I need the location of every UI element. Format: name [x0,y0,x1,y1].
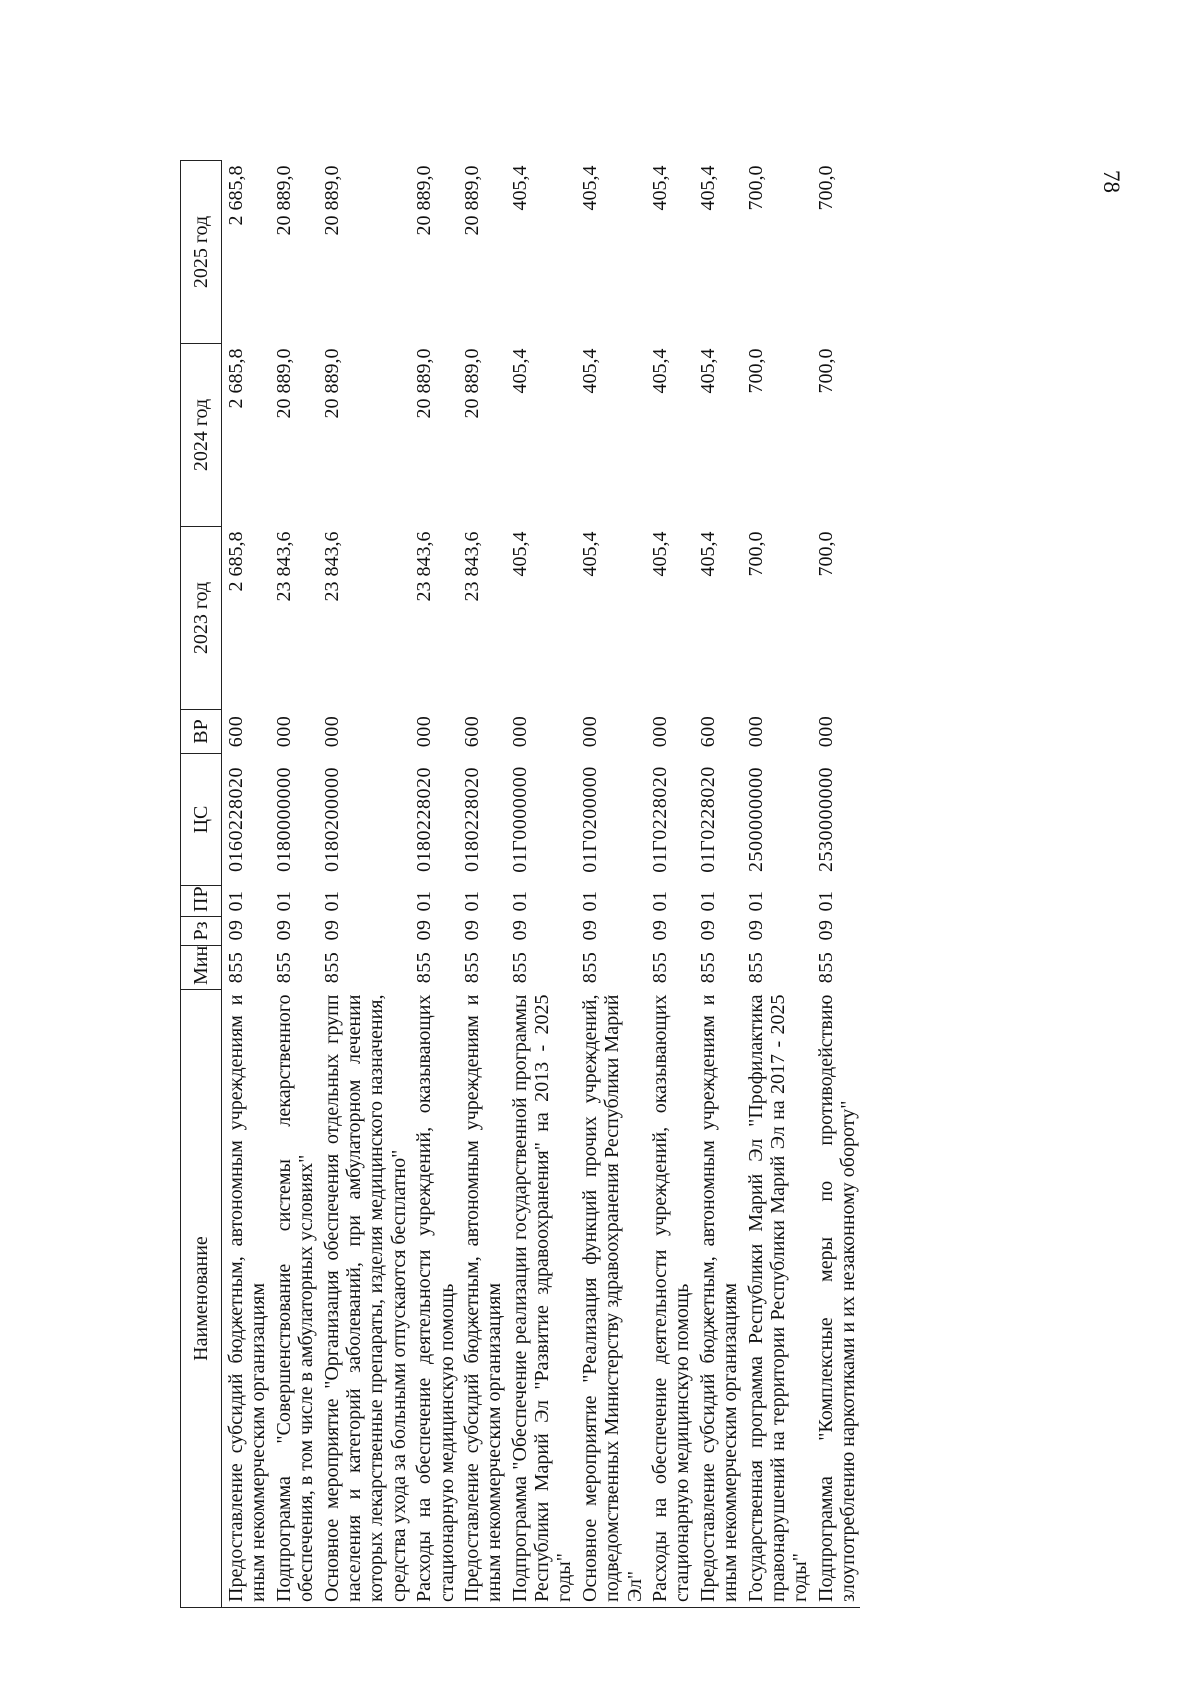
row-cs: 0180228020 [460,767,483,872]
row-rz: 09 [225,919,247,941]
row-2025: 2 685,8 [225,165,247,226]
row-2025: 20 889,0 [320,165,343,236]
row-cs: 01Г0228020 [649,766,672,873]
row-2023: 405,4 [696,531,719,577]
row-2024: 20 889,0 [272,348,295,419]
row-cs: 01Г0200000 [578,766,601,873]
row-2025: 405,4 [649,165,672,211]
row-rz: 09 [320,919,343,941]
row-2025: 700,0 [814,165,837,211]
row-min: 855 [578,951,601,984]
row-min: 855 [413,951,436,984]
table-row [576,161,646,1608]
row-cs: 0180000000 [272,767,295,872]
row-min: 855 [814,951,837,984]
table-row [270,161,318,1608]
row-name: Основное мероприятие "Реализация функций прочих учреждений, подведомственных Министерству здравоохранения Республики Марий Эл" [576,990,646,1608]
row-vr: 000 [508,715,531,748]
budget-table [180,160,860,1608]
row-cs: 0160228020 [225,767,247,872]
row-2023: 23 843,6 [272,531,295,602]
header-name: Наименование [181,990,222,1608]
row-cs: 2500000000 [744,767,767,872]
row-vr: 600 [225,715,247,748]
row-2025: 20 889,0 [460,165,483,236]
row-rz: 09 [272,919,295,941]
table-row [506,161,576,1608]
row-vr: 600 [696,715,719,748]
row-vr: 000 [413,715,436,748]
row-2025: 405,4 [508,165,531,211]
row-2024: 2 685,8 [225,348,247,409]
row-rz: 09 [744,919,767,941]
row-rz: 09 [460,919,483,941]
header-pr: ПР [181,886,222,917]
table-row [812,161,860,1608]
row-cs: 01Г0228020 [696,766,719,873]
row-2024: 405,4 [508,348,531,394]
row-pr: 01 [413,890,436,912]
row-cs: 0180200000 [320,767,343,872]
row-name: Государственная программа Республики Марий Эл "Профилактика правонарушений на территории Республики Марий Эл на 2017 - 2025 годы" [742,990,812,1608]
row-2025: 405,4 [696,165,719,211]
budget-sheet [180,160,980,1608]
row-pr: 01 [272,890,295,912]
row-pr: 01 [744,890,767,912]
row-pr: 01 [696,890,719,912]
row-name: Предоставление субсидий бюджетным, автономным учреждениям и иным некоммерческим организациям [694,990,742,1608]
row-2024: 20 889,0 [413,348,436,419]
row-rz: 09 [649,919,672,941]
header-2024: 2024 год [181,344,222,527]
table-row [458,161,506,1608]
row-min: 855 [649,951,672,984]
row-vr: 000 [578,715,601,748]
row-min: 855 [460,951,483,984]
row-pr: 01 [508,890,531,912]
row-vr: 000 [320,715,343,748]
header-cs: ЦС [181,754,222,886]
table-row [646,161,694,1608]
row-name: Расходы на обеспечение деятельности учреждений, оказывающих стационарную медицинскую помощь [646,990,694,1608]
row-2024: 20 889,0 [460,348,483,419]
row-pr: 01 [649,890,672,912]
row-2025: 20 889,0 [413,165,436,236]
header-min: Мин [181,946,222,990]
row-cs: 2530000000 [814,767,837,872]
page-number: 78 [1099,170,1124,193]
row-pr: 01 [320,890,343,912]
row-2024: 405,4 [696,348,719,394]
row-name: Подпрограмма "Совершенствование системы лекарственного обеспечения, в том числе в амбулаторных условиях" [270,990,318,1608]
header-rz: Рз [181,917,222,946]
row-2024: 20 889,0 [320,348,343,419]
row-rz: 09 [508,919,531,941]
row-vr: 000 [814,715,837,748]
table-row [742,161,812,1608]
row-2023: 700,0 [744,531,767,577]
row-2024: 405,4 [649,348,672,394]
row-cs: 0180228020 [413,767,436,872]
row-vr: 000 [272,715,295,748]
row-vr: 000 [649,715,672,748]
table-row [410,161,458,1608]
table-row [318,161,411,1608]
row-min: 855 [225,951,247,984]
table-header-row [181,161,222,1608]
row-min: 855 [508,951,531,984]
row-rz: 09 [413,919,436,941]
row-2024: 700,0 [814,348,837,394]
row-name: Основное мероприятие "Организация обеспечения отдельных групп населения и категорий заболеваний, при амбулаторном лечении которых лекарственные препараты, изделия медицинского назначения, средства ухода за больными отпускаются бесплатно" [318,990,411,1608]
row-2023: 405,4 [578,531,601,577]
row-2024: 700,0 [744,348,767,394]
row-min: 855 [272,951,295,984]
row-pr: 01 [814,890,837,912]
row-min: 855 [696,951,719,984]
row-2023: 23 843,6 [320,531,343,602]
row-name: Подпрограмма "Комплексные меры по противодействию злоупотреблению наркотиками и их незаконному обороту" [812,990,860,1608]
row-2023: 405,4 [508,531,531,577]
row-rz: 09 [696,919,719,941]
row-2023: 23 843,6 [413,531,436,602]
row-name: Предоставление субсидий бюджетным, автономным учреждениям и иным некоммерческим организациям [222,990,270,1608]
row-2025: 405,4 [578,165,601,211]
row-pr: 01 [460,890,483,912]
row-2023: 405,4 [649,531,672,577]
row-name: Расходы на обеспечение деятельности учреждений, оказывающих стационарную медицинскую помощь [410,990,458,1608]
row-vr: 000 [744,715,767,748]
row-name: Предоставление субсидий бюджетным, автономным учреждениям и иным некоммерческим организациям [458,990,506,1608]
row-cs: 01Г0000000 [508,766,531,873]
row-2023: 23 843,6 [460,531,483,602]
row-rz: 09 [814,919,837,941]
header-2025: 2025 год [181,161,222,344]
row-2023: 2 685,8 [225,531,247,592]
row-2023: 700,0 [814,531,837,577]
table-row [694,161,742,1608]
header-vr: ВР [181,710,222,754]
table-row [222,161,270,1608]
row-pr: 01 [578,890,601,912]
row-rz: 09 [578,919,601,941]
row-2025: 20 889,0 [272,165,295,236]
row-name: Подпрограмма "Обеспечение реализации государственной программы Республики Марий Эл "Развитие здравоохранения" на 2013 - 2025 годы" [506,990,576,1608]
header-2023: 2023 год [181,527,222,710]
row-pr: 01 [225,890,247,912]
row-2024: 405,4 [578,348,601,394]
row-min: 855 [320,951,343,984]
row-min: 855 [744,951,767,984]
row-2025: 700,0 [744,165,767,211]
row-vr: 600 [460,715,483,748]
